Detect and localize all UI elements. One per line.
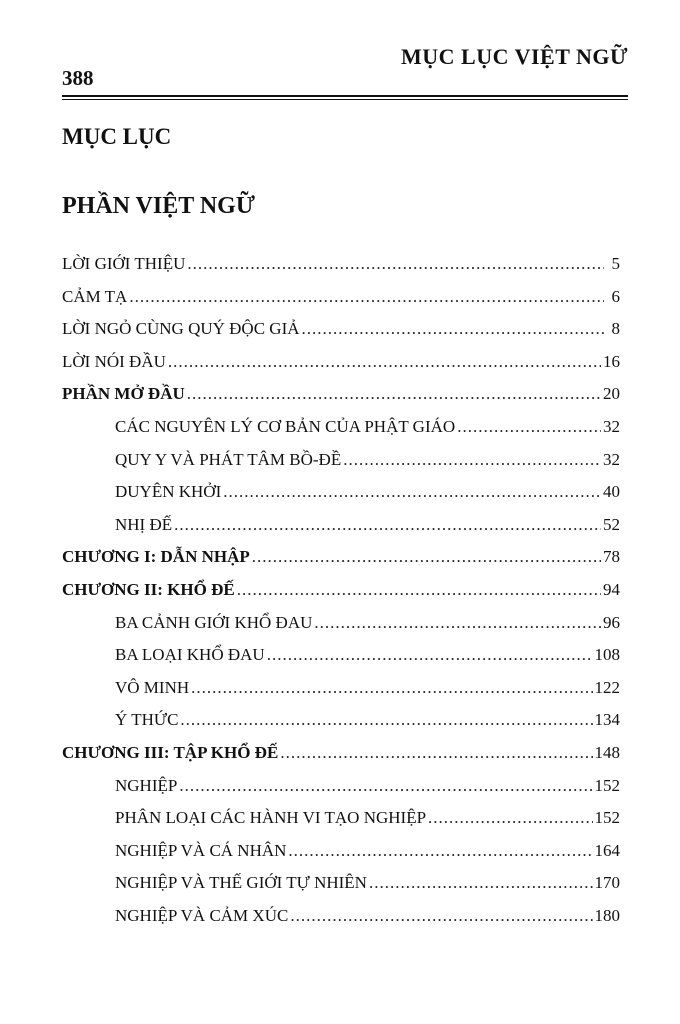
dot-leader [290,906,592,926]
toc-entry-page: 170 [594,873,620,893]
toc-entry-label: NGHIỆP VÀ CÁ NHÂN [115,840,287,860]
page-number: 388 [62,66,94,90]
toc-entry-label: NGHIỆP VÀ THẾ GIỚI TỰ NHIÊN [115,873,367,893]
dot-leader [129,287,604,307]
toc-entry [62,450,620,483]
header-rule-thick [62,95,628,97]
dot-leader [174,515,601,535]
toc-entry-page: 152 [594,808,620,828]
dot-leader [428,808,592,828]
dot-leader [180,710,592,730]
toc-heading: MỤC LỤC [62,124,172,149]
toc-entry-page: 5 [611,254,620,273]
toc-entry-label: CÁC NGUYÊN LÝ CƠ BẢN CỦA PHẬT GIÁO [115,416,456,436]
dot-leader [280,743,592,763]
toc-entry-label: CHƯƠNG II: KHỔ ĐẾ [62,579,235,599]
dot-leader [187,254,604,274]
toc-entry-page: 164 [594,840,620,860]
toc-entry-label: LỜI GIỚI THIỆU [62,254,186,273]
toc-entry [62,743,620,776]
toc-entry [62,873,620,906]
toc-entry-page: 108 [594,645,620,665]
toc-entry-page: 148 [594,742,620,762]
toc-entry-label: LỜI NGỎ CÙNG QUÝ ĐỘC GIẢ [62,319,300,339]
dot-leader [179,776,592,796]
dot-leader [457,417,601,437]
toc-entry-label: NGHIỆP VÀ CẢM XÚC [115,905,289,925]
toc-entry-page: 16 [603,351,620,371]
toc-entry-page: 20 [603,384,620,404]
toc-entry [62,776,620,809]
toc-entry [62,547,620,580]
toc-entry-page: 94 [603,579,620,599]
table-of-contents [62,254,620,938]
toc-entry-label: PHÂN LOẠI CÁC HÀNH VI TẠO NGHIỆP [115,808,427,828]
toc-entry-label: CHƯƠNG III: TẬP KHỔ ĐẾ [62,742,279,762]
toc-entry [62,515,620,548]
toc-entry-label: NGHIỆP [115,775,178,795]
toc-entry-label: PHẦN MỞ ĐẦU [62,384,185,404]
dot-leader [237,580,601,600]
toc-entry-page: 32 [603,449,620,469]
dot-leader [168,352,601,372]
toc-entry-page: 32 [603,416,620,436]
dot-leader [267,645,593,665]
toc-entry [62,841,620,874]
running-title: MỤC LỤC VIỆT NGỮ [400,44,628,69]
toc-entry-page: 134 [594,710,620,730]
toc-entry-label: VÔ MINH [115,677,190,697]
dot-leader [369,873,593,893]
toc-entry [62,678,620,711]
toc-entry [62,417,620,450]
section-heading: PHẦN VIỆT NGỮ [62,193,255,219]
dot-leader [252,547,601,567]
toc-entry-page: 52 [603,514,620,534]
toc-entry [62,482,620,515]
dot-leader [187,384,601,404]
toc-entry-page: 6 [611,286,620,306]
toc-entry-page: 122 [594,677,620,697]
toc-entry-page: 78 [603,547,620,567]
toc-entry [62,645,620,678]
toc-entry-page: 40 [603,482,620,502]
toc-entry [62,384,620,417]
toc-entry [62,613,620,646]
toc-entry [62,580,620,613]
toc-entry-label: BA LOẠI KHỔ ĐAU [115,645,265,665]
dot-leader [343,450,601,470]
toc-entry [62,808,620,841]
toc-entry-label: Ý THỨC [115,710,179,730]
dot-leader [314,613,601,633]
toc-entry-label: LỜI NÓI ĐẦU [62,351,166,371]
dot-leader [223,482,601,502]
toc-entry-label: CHƯƠNG I: DẪN NHẬP [62,547,250,567]
toc-entry-page: 96 [603,612,620,632]
toc-entry [62,319,620,352]
header-rule-thin [62,99,628,100]
dot-leader [302,319,604,339]
dot-leader [288,841,592,861]
toc-entry [62,254,620,287]
toc-entry-page: 152 [594,775,620,795]
toc-entry [62,287,620,320]
toc-entry [62,352,620,385]
toc-entry-label: DUYÊN KHỞI [115,482,222,502]
toc-entry-label: NHỊ ĐẾ [115,514,173,534]
dot-leader [191,678,592,698]
toc-entry-label: QUY Y VÀ PHÁT TÂM BỒ-ĐỀ [115,449,342,469]
toc-entry-label: CẢM TẠ [62,286,128,306]
toc-entry-page: 180 [594,905,620,925]
toc-entry [62,906,620,939]
toc-entry-label: BA CẢNH GIỚI KHỔ ĐAU [115,612,313,632]
toc-entry-page: 8 [611,319,620,339]
toc-entry [62,710,620,743]
